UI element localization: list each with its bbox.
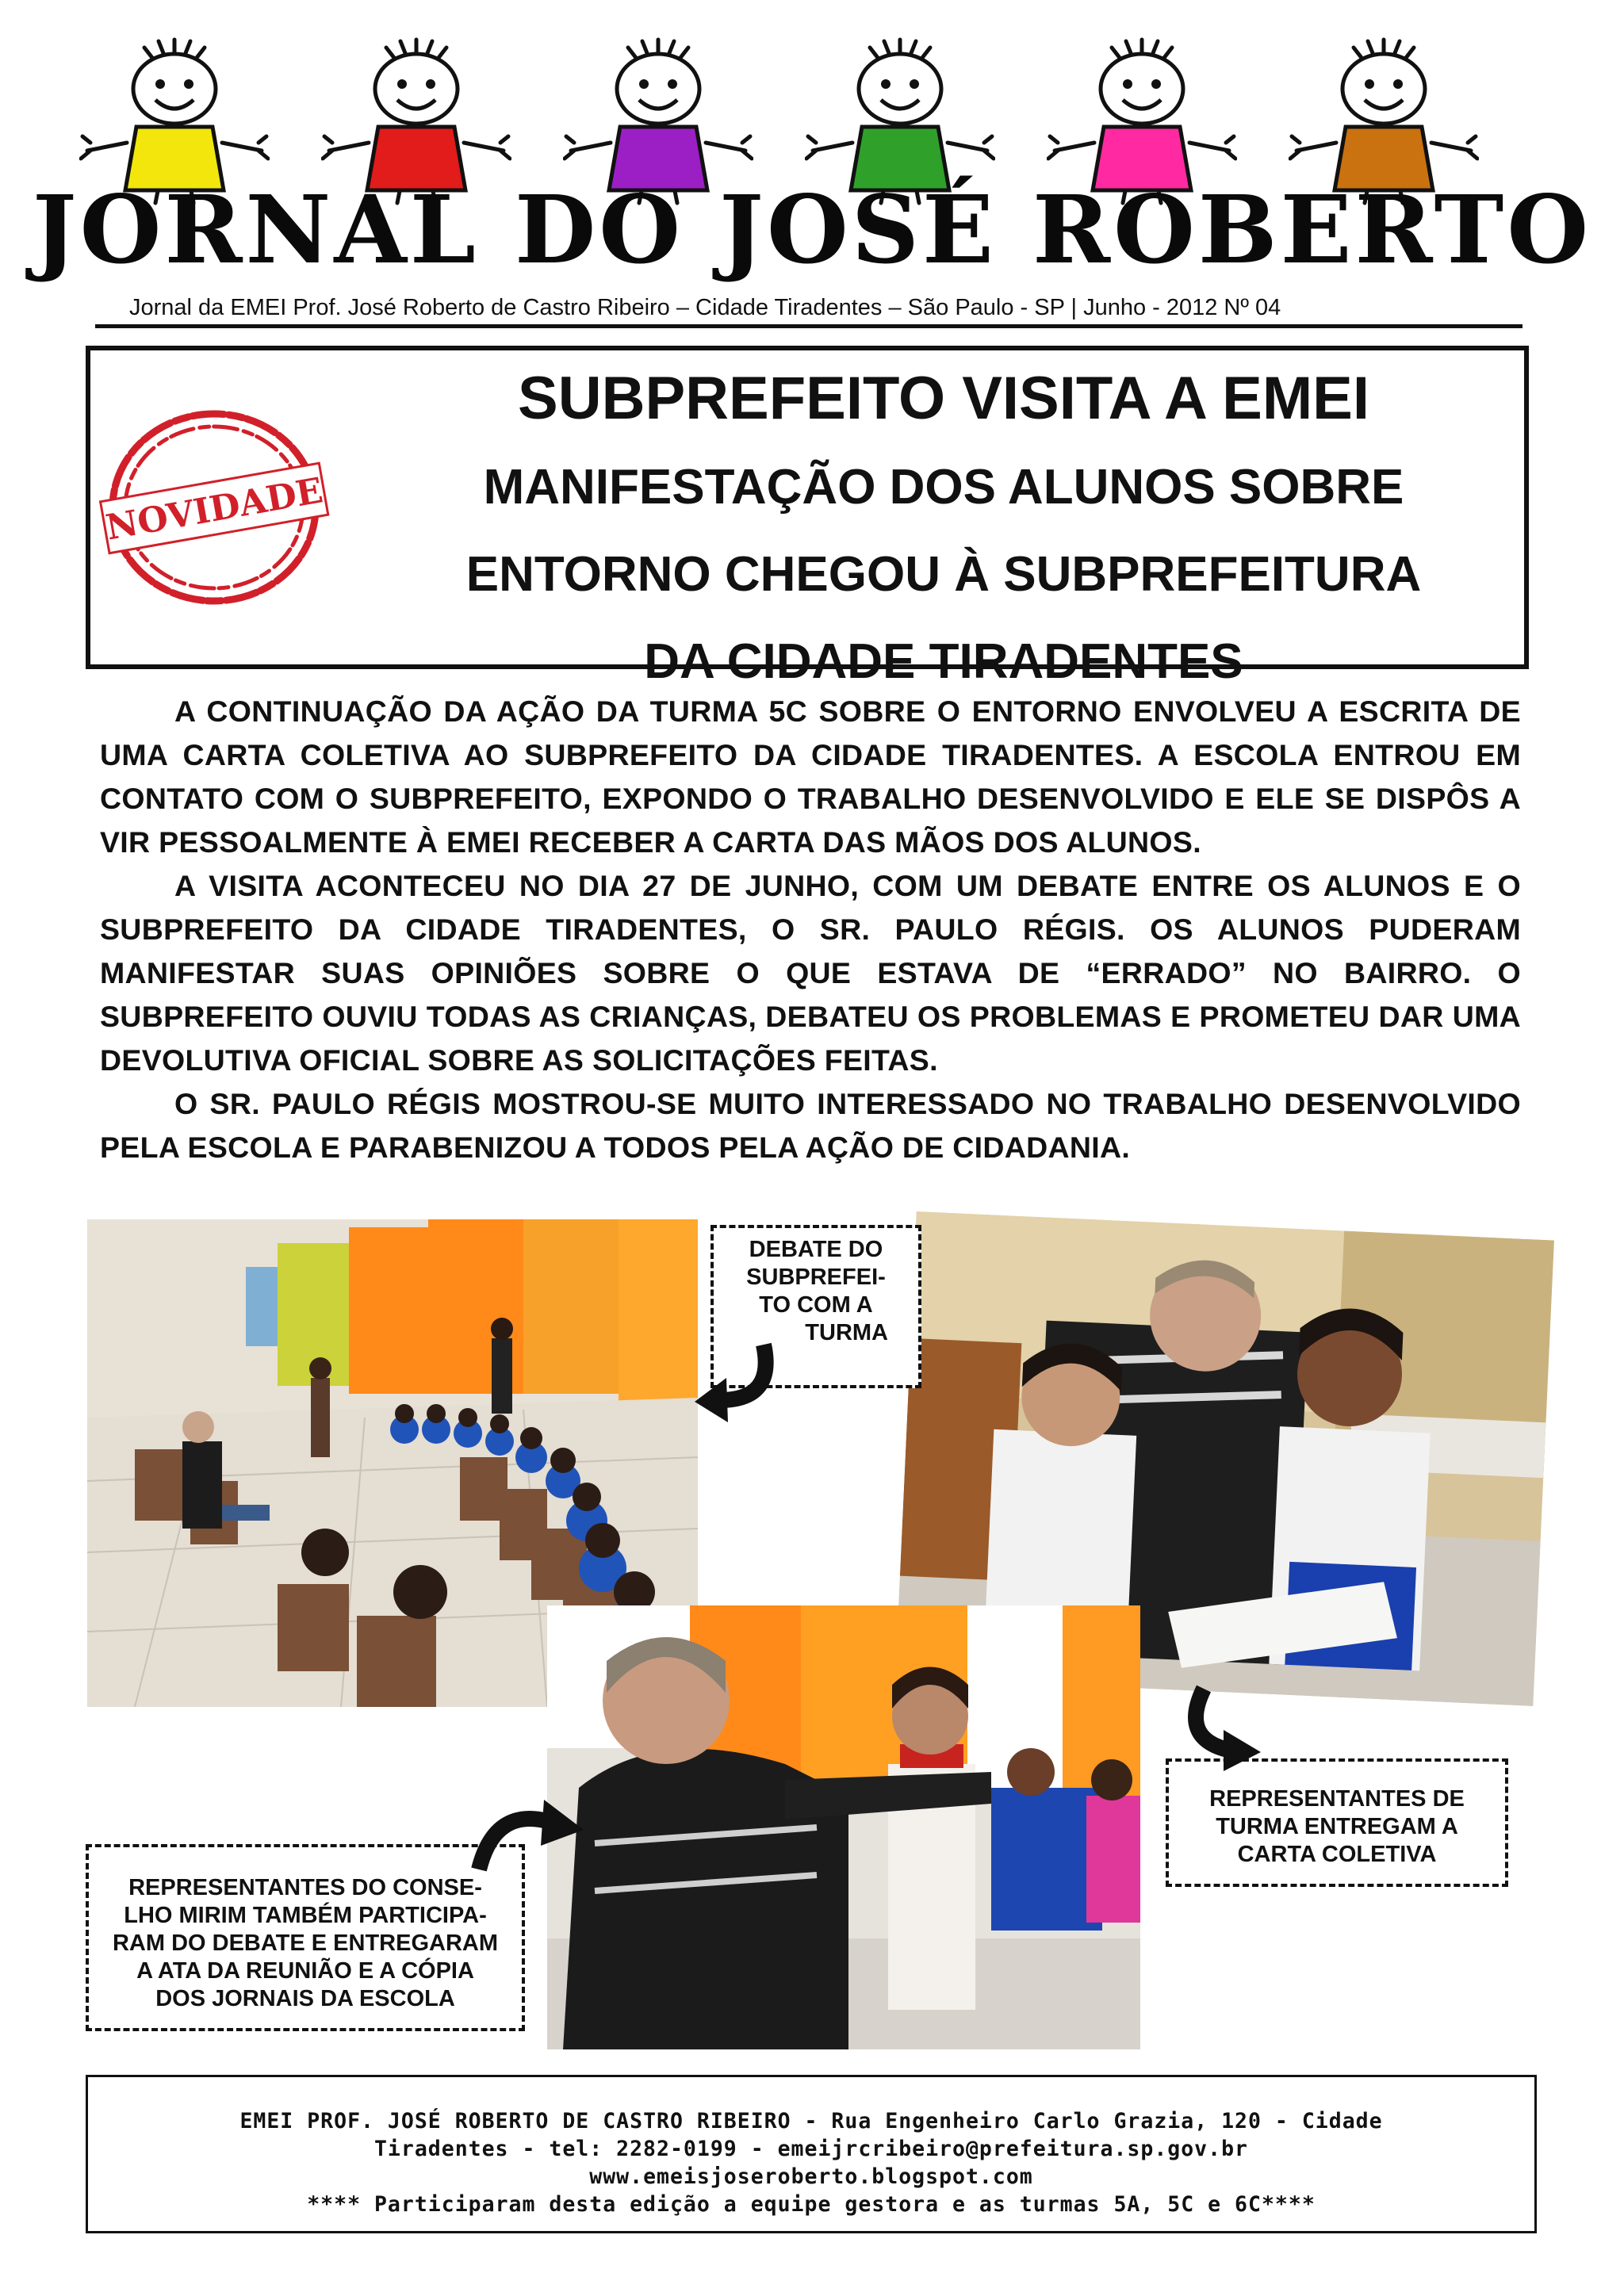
photo-council-representatives [547,1605,1140,2049]
article-body [100,690,1521,1169]
caption-line: DEBATE DO [749,1237,883,1262]
newspaper-subtitle: Jornal da EMEI Prof. José Roberto de Castro Ribeiro – Cidade Tiradentes – São Paulo - SP | Junho - 2012 Nº 04 [129,295,1281,320]
footer-contact [86,2075,1537,2233]
caption-line: SUBPREFEI- [746,1265,886,1290]
stamp-label: NOVIDADE [102,470,327,549]
headline-subtitle-line: MANIFESTAÇÃO DOS ALUNOS SOBRE [483,460,1404,515]
headline-subtitle [373,444,1515,706]
caption-line: REPRESENTANTES DO CONSE- [128,1875,482,1900]
caption-line: TURMA ENTREGAM A [1216,1814,1458,1839]
article-paragraph: O SR. PAULO RÉGIS MOSTROU-SE MUITO INTERESSADO NO TRABALHO DESENVOLVIDO PELA ESCOLA E PARABENIZOU A TODOS PELA AÇÃO DE CIDADANIA. [100,1087,1521,1164]
curved-arrow-icon [471,1790,590,1885]
caption-conselho [86,1844,525,2031]
caption-line: LHO MIRIM TAMBÉM PARTICIPA- [124,1903,487,1928]
article-paragraph: A VISITA ACONTECEU NO DIA 27 DE JUNHO, COM UM DEBATE ENTRE OS ALUNOS E O SUBPREFEITO DA CIDADE TIRADENTES, O SR. PAULO RÉGIS. OS ALUNOS PUDERAM MANIFESTAR SUAS OPINIÕES SOBRE O QUE ESTAVA DE “ERRADO” NO BAIRRO. O SUBPREFEITO OUVIU TODAS AS CRIANÇAS, DEBATEU OS PROBLEMAS E PROMETEU DAR UMA DEVOLUTIVA OFICIAL SOBRE AS SOLICITAÇÕES FEITAS. [100,869,1521,1077]
headline-subtitle-line: DA CIDADE TIRADENTES [644,634,1243,689]
caption-line: DOS JORNAIS DA ESCOLA [155,1986,455,2011]
caption-line: CARTA COLETIVA [1237,1842,1437,1867]
footer-line: www.emeisjoseroberto.blogspot.com [589,2164,1033,2189]
headline-subtitle-line: ENTORNO CHEGOU À SUBPREFEITURA [465,547,1422,602]
headline-title: SUBPREFEITO VISITA A EMEI [518,365,1369,432]
curved-arrow-icon [1180,1682,1267,1776]
curved-arrow-icon [688,1337,782,1424]
newspaper-title: JORNAL DO JOSÉ ROBERTO [32,174,1592,285]
header-rule [95,324,1522,328]
footer-line: EMEI PROF. JOSÉ ROBERTO DE CASTRO RIBEIRO - Rua Engenheiro Carlo Grazia, 120 - Cidade [239,2109,1383,2133]
novidade-stamp [95,396,333,618]
footer-line: Tiradentes - tel: 2282-0199 - emeijrcribeiro@prefeitura.sp.gov.br [373,2137,1249,2161]
article-paragraph: A CONTINUAÇÃO DA AÇÃO DA TURMA 5C SOBRE O ENTORNO ENVOLVEU A ESCRITA DE UMA CARTA COLETIVA AO SUBPREFEITO DA CIDADE TIRADENTES. A ESCOLA ENTROU EM CONTATO COM O SUBPREFEITO, EXPONDO O TRABALHO DESENVOLVIDO E ELE SE DISPÔS A VIR PESSOALMENTE À EMEI RECEBER A CARTA DAS MÃOS DOS ALUNOS. [100,695,1521,859]
caption-line: A ATA DA REUNIÃO E A CÓPIA [136,1958,474,1984]
footer-line: **** Participaram desta edição a equipe gestora e as turmas 5A, 5C e 6C**** [307,2192,1316,2217]
caption-carta [1166,1758,1508,1887]
caption-line: TO COM A [759,1292,873,1318]
caption-line: RAM DO DEBATE E ENTREGARAM [112,1931,499,1956]
caption-line: REPRESENTANTES DE [1209,1786,1465,1812]
caption-line: TURMA [805,1320,888,1345]
